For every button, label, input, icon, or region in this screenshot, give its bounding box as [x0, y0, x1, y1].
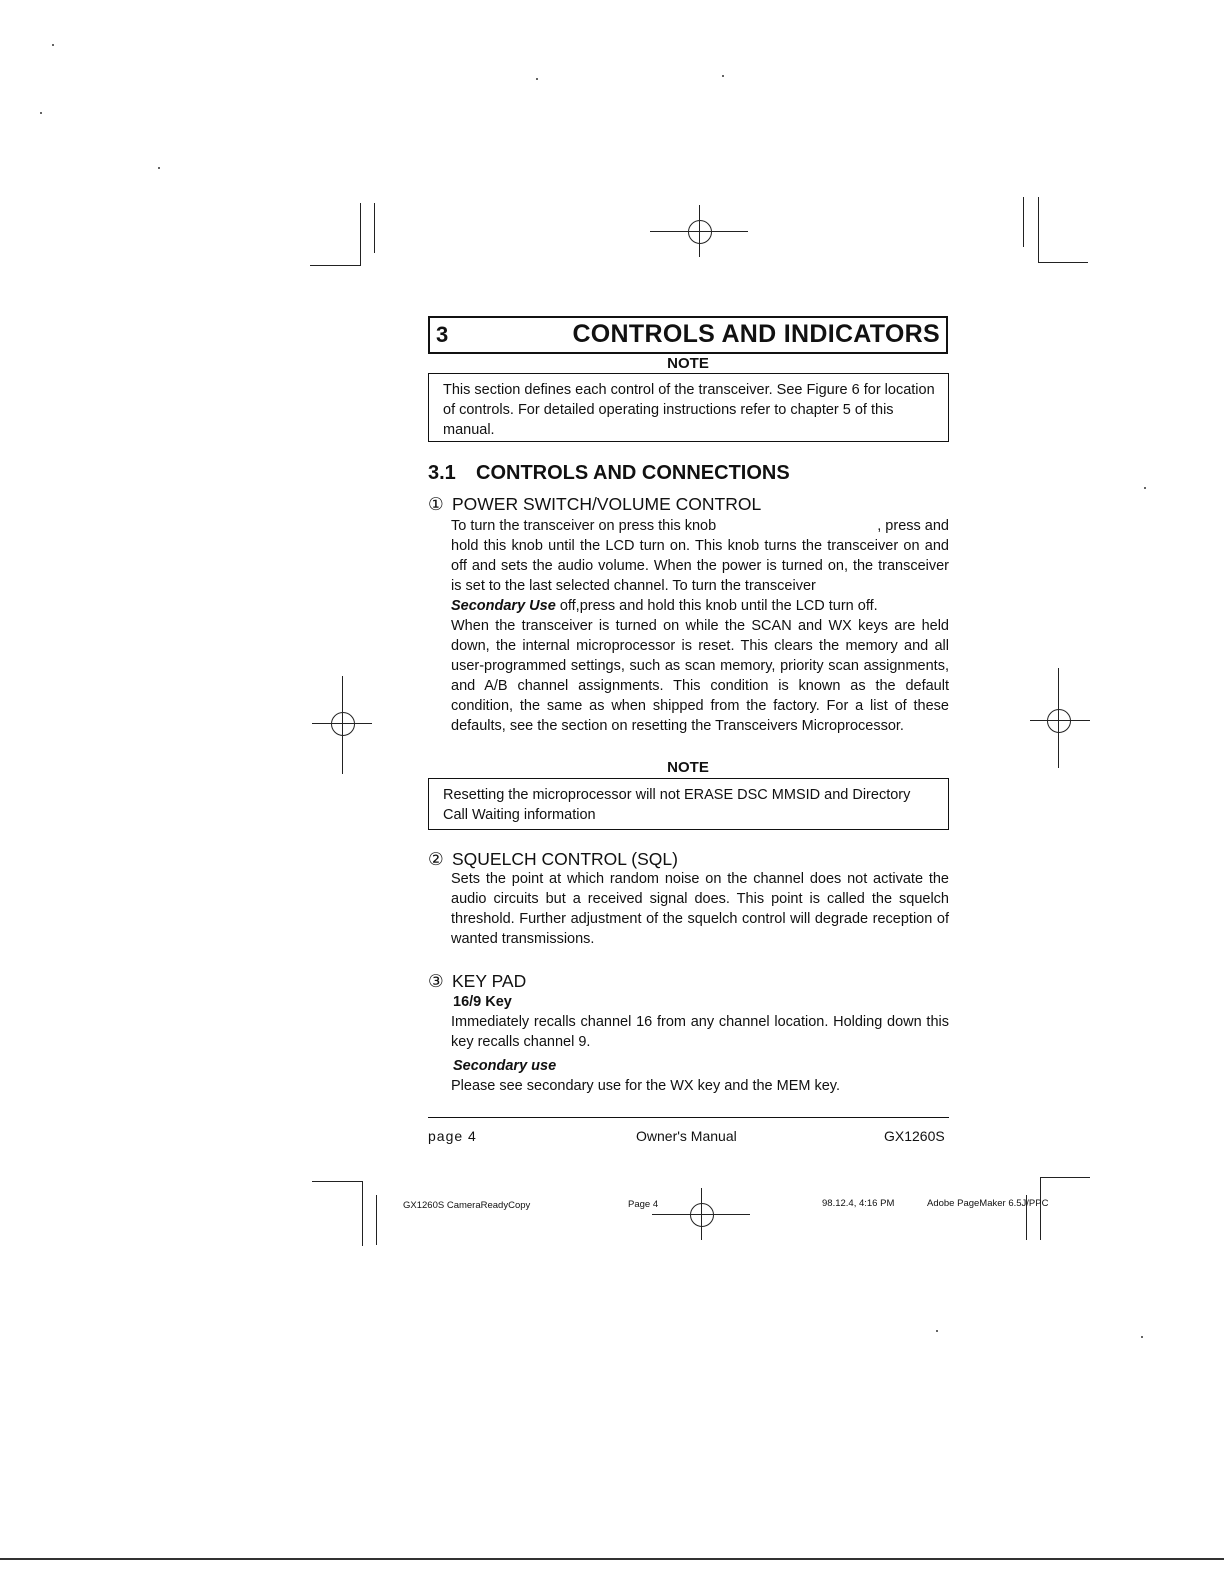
crop-mark — [310, 265, 360, 266]
registration-mark — [1030, 668, 1090, 768]
item-title-power — [428, 494, 761, 515]
circled-number: ② — [428, 849, 444, 869]
scan-speck — [52, 44, 54, 46]
item-title-squelch — [428, 849, 678, 870]
text-line — [451, 516, 949, 536]
paragraph-text: Sets the point at which random noise on the channel does not activate the audio circuits but a received signal does. This point is called the squelch threshold. Further adjustment of the squelch control will degrade reception of wanted transmissions. — [451, 871, 949, 947]
crop-mark — [1023, 197, 1024, 247]
scan-speck — [1141, 1336, 1143, 1338]
registration-mark — [650, 205, 748, 257]
section-heading — [428, 462, 790, 485]
paragraph-text: When the transceiver is turned on while the SCAN and WX keys are held down, the internal microprocessor is reset. This clears the memory and all user-programmed settings, such as scan memory, priority scan assignments, and A/B channel assignments. This condition is known as the default condition, the same as when shipped from the factory. For a list of these defaults, see the section on resetting the Transceivers Microprocessor. — [451, 618, 949, 734]
item-title-keypad — [428, 971, 526, 992]
line-left: To turn the transceiver on press this knob — [451, 518, 717, 534]
scan-speck — [40, 112, 42, 114]
footer-title: Owner's Manual — [636, 1128, 737, 1144]
scan-speck — [536, 78, 538, 80]
line-right: , press and — [877, 518, 949, 534]
item-title-text: SQUELCH CONTROL (SQL) — [452, 849, 678, 869]
chapter-header — [428, 316, 948, 354]
note-box: This section defines each control of the transceiver. See Figure 6 for location of controls. For detailed operating instructions refer to chapter 5 of this manual. — [428, 373, 949, 442]
item-title-text: KEY PAD — [452, 971, 527, 991]
paragraph — [451, 516, 949, 736]
footer-rule — [428, 1117, 949, 1118]
footer-model: GX1260S — [884, 1128, 945, 1144]
registration-mark — [312, 676, 372, 774]
section-number: 3.1 — [428, 462, 456, 484]
scan-edge — [0, 1558, 1224, 1560]
registration-mark — [652, 1188, 750, 1240]
item-title-text: POWER SWITCH/VOLUME CONTROL — [452, 494, 762, 514]
slug-filename: GX1260S CameraReadyCopy — [403, 1200, 531, 1211]
crop-mark — [376, 1195, 377, 1245]
secondary-use-label: Secondary use — [453, 1058, 557, 1074]
slug-application: Adobe PageMaker 6.5J/PPC — [927, 1198, 1049, 1209]
circled-number: ③ — [428, 971, 444, 991]
scan-speck — [936, 1330, 938, 1332]
slug-datetime: 98.12.4, 4:16 PM — [822, 1198, 895, 1209]
crop-mark — [1038, 262, 1088, 263]
scan-speck — [1144, 487, 1146, 489]
paragraph-text: Immediately recalls channel 16 from any channel location. Holding down this key recalls channel 9. — [451, 1014, 949, 1050]
secondary-use-text: off,press and hold this knob until the LCD turn off. — [559, 598, 878, 614]
scan-speck — [722, 75, 724, 77]
section-title: CONTROLS AND CONNECTIONS — [476, 462, 790, 484]
paragraph-text: Please see secondary use for the WX key and the MEM key. — [451, 1078, 841, 1094]
key-label: 16/9 Key — [453, 994, 512, 1010]
crop-mark — [362, 1181, 363, 1246]
circled-number: ① — [428, 494, 444, 514]
scan-speck — [158, 167, 160, 169]
crop-mark — [312, 1181, 362, 1182]
crop-mark — [1038, 197, 1039, 262]
footer-page: page 4 — [428, 1128, 477, 1144]
secondary-use-label: Secondary Use — [451, 598, 556, 614]
crop-mark — [374, 203, 375, 253]
secondary-use-line — [451, 596, 949, 616]
note-label: NOTE — [667, 355, 709, 372]
chapter-number: 3 — [436, 322, 449, 347]
chapter-title: CONTROLS AND INDICATORS — [572, 320, 940, 348]
note-label: NOTE — [667, 759, 709, 776]
paragraph-text: hold this knob until the LCD turn on. This knob turns the transceiver on and off and sets the audio volume. When the power is turned on, the transceiver is set to the last selected channel. To turn the transceiver — [451, 538, 949, 594]
crop-mark — [360, 203, 361, 266]
crop-mark — [1040, 1177, 1090, 1178]
slug-page: Page 4 — [628, 1199, 659, 1210]
note-box: Resetting the microprocessor will not ERASE DSC MMSID and Directory Call Waiting information — [428, 778, 949, 830]
